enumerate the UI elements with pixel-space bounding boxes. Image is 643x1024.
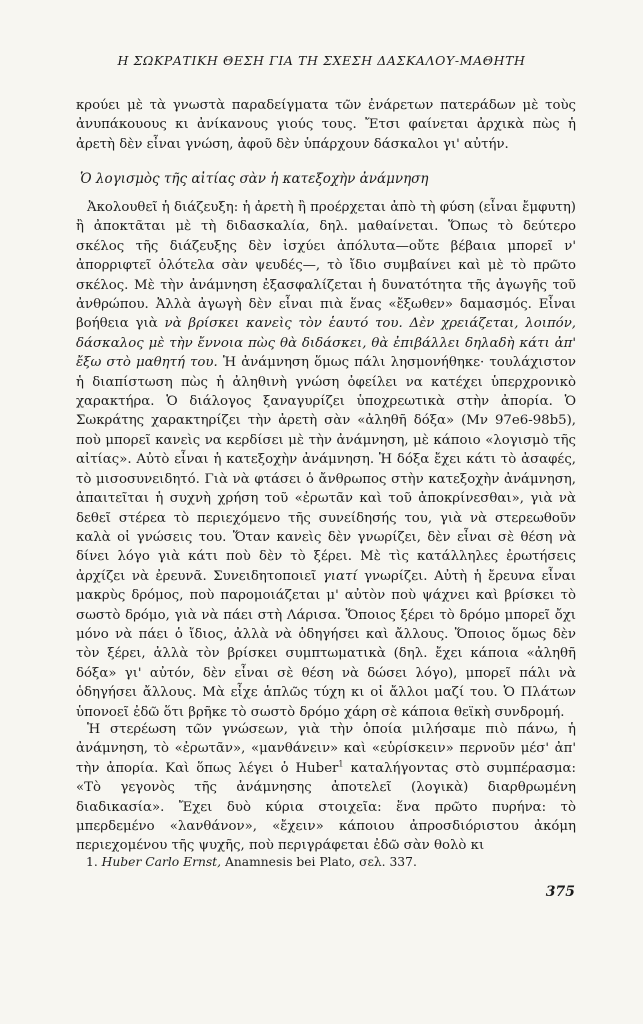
- main-paragraph-italic-1: νὰ βρίσκει κανεὶς τὸν ἑαυτό του. Δὲν χρειάζεται, λοιπόν, δάσκαλος μὲ τὴν ἔννοια πὼς θὰ διδάσκει, θὰ ἐπιβάλλει δηλαδὴ κάτι ἀπ' ἔξω στὸ μαθητή του.: [76, 316, 577, 371]
- footnote-number: 1.: [86, 855, 98, 869]
- second-paragraph-text: [76, 720, 576, 856]
- running-head: Η ΣΩΚΡΑΤΙΚΗ ΘΕΣΗ ΓΙΑ ΤΗ ΣΧΕΣΗ ΔΑΣΚΑΛΟΥ-ΜΑΘΗΤΗ: [117, 53, 526, 68]
- main-paragraph-text: [76, 198, 576, 722]
- second-paragraph-before-ref: Ἡ στερέωση τῶν γνώσεων, γιὰ τὴν ὁποία μιλήσαμε πιὸ πάνω, ἡ ἀνάμνηση, τὸ «ἐρωτᾶν», «μανθάνειν» καὶ «εὑρίσκειν» περνοῦν μέσ' ἀπ' τὴν ἀπορία. Καὶ ὅπως λέγει ὁ Huber: [76, 722, 576, 776]
- second-paragraph: [76, 720, 576, 856]
- section-heading: Ὁ λογισμὸς τῆς αἰτίας σὰν ἡ κατεξοχὴν ἀνάμνηση: [80, 171, 429, 187]
- footnote-citation: Anamnesis bei Plato, σελ. 337.: [221, 855, 417, 869]
- intro-paragraph-text: κρούει μὲ τὰ γνωστὰ παραδείγματα τῶν ἐνάρετων πατεράδων μὲ τοὺς ἀνυπάκουους κι ἀνίκανους γιούς τους. Ἔτσι φαίνεται ἀρχικὰ πὼς ἡ ἀρετὴ δὲν εἶναι γνώση, ἀφοῦ δὲν ὑπάρχουν δάσκαλοι γι' αὐτήν.: [76, 98, 576, 152]
- footnote: [86, 855, 417, 869]
- footnote-author: Huber Carlo Ernst,: [101, 855, 222, 869]
- footnote-reference[interactable]: 1: [338, 759, 344, 769]
- main-paragraph-part3: γνωρίζει. Αὐτὴ ἡ ἔρευνα εἶναι μακρὺς δρόμος, ποὺ παρομοιάζεται μ' αὐτὸν ποὺ ψάχνει καὶ βρίσκει τὸ σωστὸ δρόμο, γιὰ νὰ πάει στὴ Λάρισα. Ὅποιος ξέρει τὸ δρόμο μπορεῖ ὄχι μόνο νὰ πάει ὁ ἴδιος, ἀλλὰ νὰ ὁδηγήσει καὶ ἄλλους. Ὅποιος ὅμως δὲν τὸν ξέρει, ἀλλὰ τὸν βρίσκει συμπτωματικὰ (δηλ. ἔχει κάποια «ἀληθῆ δόξα» γι' αὐτόν, δὲν εἶναι σὲ θέση νὰ δώσει λόγο), μπορεῖ πάλι νὰ ὁδηγήσει ἄλλους. Μὰ εἶχε ἁπλῶς τύχη κι οἱ ἄλλοι μαζί του. Ὁ Πλάτων ὑπονοεῖ ἐδῶ ὅτι βρῆκε τὸ σωστὸ δρόμο χάρη σὲ κάποια θεϊκὴ συνδρομή.: [76, 568, 576, 720]
- main-paragraph: [76, 198, 576, 722]
- main-paragraph-part2: Ἡ ἀνάμνηση ὅμως πάλι λησμονήθηκε· τουλάχιστον ἡ διαπίστωση πὼς ἡ ἀληθινὴ γνώση ὀφείλει να κατέχει ὑπερχρονικὸ χαρακτήρα. Ὁ διάλογος ξαναγυρίζει ὑποχρεωτικὰ στὴν ἀπορία. Ὁ Σωκράτης χαρακτηρίζει τὴν ἀρετὴ σὰν «ἀληθῆ δόξα» (Μν 97e6-98b5), ποὺ μπορεῖ κανεὶς να κερδίσει μὲ τὴν ἀνάμνηση, μὲ κάποιο «λογισμὸ τῆς αἰτίας». Αὐτὸ εἶναι ἡ κατεξοχὴν ἀνάμνηση. Ἡ δόξα ἔχει κάτι τὸ ἀσαφές, τὸ μισοσυνειδητό. Γιὰ νὰ φτάσει ὁ ἄνθρωπος στὴν κατεξοχὴν ἀνάμνηση, ἀπαιτεῖται ἡ συχνὴ χρήση τοῦ «ἐρωτᾶν καὶ τοῦ ἀποκρίνεσθαι», γιὰ νὰ δεθεῖ στέρεα τὸ περιεχόμενο τῆς συνείδησής του, γιὰ νὰ στερεωθοῦν καλὰ οἱ γνώσεις του. Ὅταν κανεὶς δὲν γνωρίζει, δὲν εἶναι σὲ θέση νὰ δίνει λόγο γιὰ κάτι ποὺ δὲν τὸ ξέρει. Μὲ τὶς κατάλληλες ἐρωτήσεις ἀρχίζει νὰ ἐρευνᾶ. Συνειδητοποιεῖ: [76, 355, 576, 584]
- main-paragraph-part1: Ἀκολουθεῖ ἡ διάζευξη: ἡ ἀρετὴ ἢ προέρχεται ἀπὸ τὴ φύση (εἶναι ἔμφυτη) ἢ ἀποκτᾶται μὲ τὴ διδασκαλία, δηλ. μαθαίνεται. Ὅπως τὸ δεύτερο σκέλος τῆς διάζευξης δὲν ἰσχύει ἀπόλυτα—οὔτε βέβαια μπορεῖ ν' ἀπορριφτεῖ ὁλότελα σὰν ψευδές—, τὸ ἴδιο συμβαίνει καὶ μὲ τὸ πρῶτο σκέλος. Μὲ τὴν ἀνάμνηση ἐξασφαλίζεται ἡ δυνατότητα τῆς ἀγωγῆς τοῦ ἀνθρώπου. Ἀλλὰ ἀγωγὴ δὲν εἶναι πιὰ ἕνας «ἔξωθεν» δαμασμός. Εἶναι βοήθεια γιὰ: [76, 200, 576, 332]
- second-paragraph-after-ref: καταλήγοντας στὸ συμπέρασμα: «Τὸ γεγονὸς τῆς ἀνάμνησης ἀποτελεῖ (λογικὰ) διαρθρωμένη διαδικασία». Ἔχει δυὸ κύρια στοιχεῖα: ἕνα πρῶτο πυρήνα: τὸ μπερδεμένο «λανθάνον», «ἔχειν» κάποιου ἀπροσδιόριστου ἀκόμη περιεχομένου τῆς ψυχῆς, ποὺ περιγράφεται ἐδῶ σὰν θολὸ κι: [76, 760, 577, 854]
- main-paragraph-italic-2: γιατί: [322, 568, 358, 584]
- page-number: 375: [545, 884, 575, 900]
- intro-paragraph: [76, 96, 576, 154]
